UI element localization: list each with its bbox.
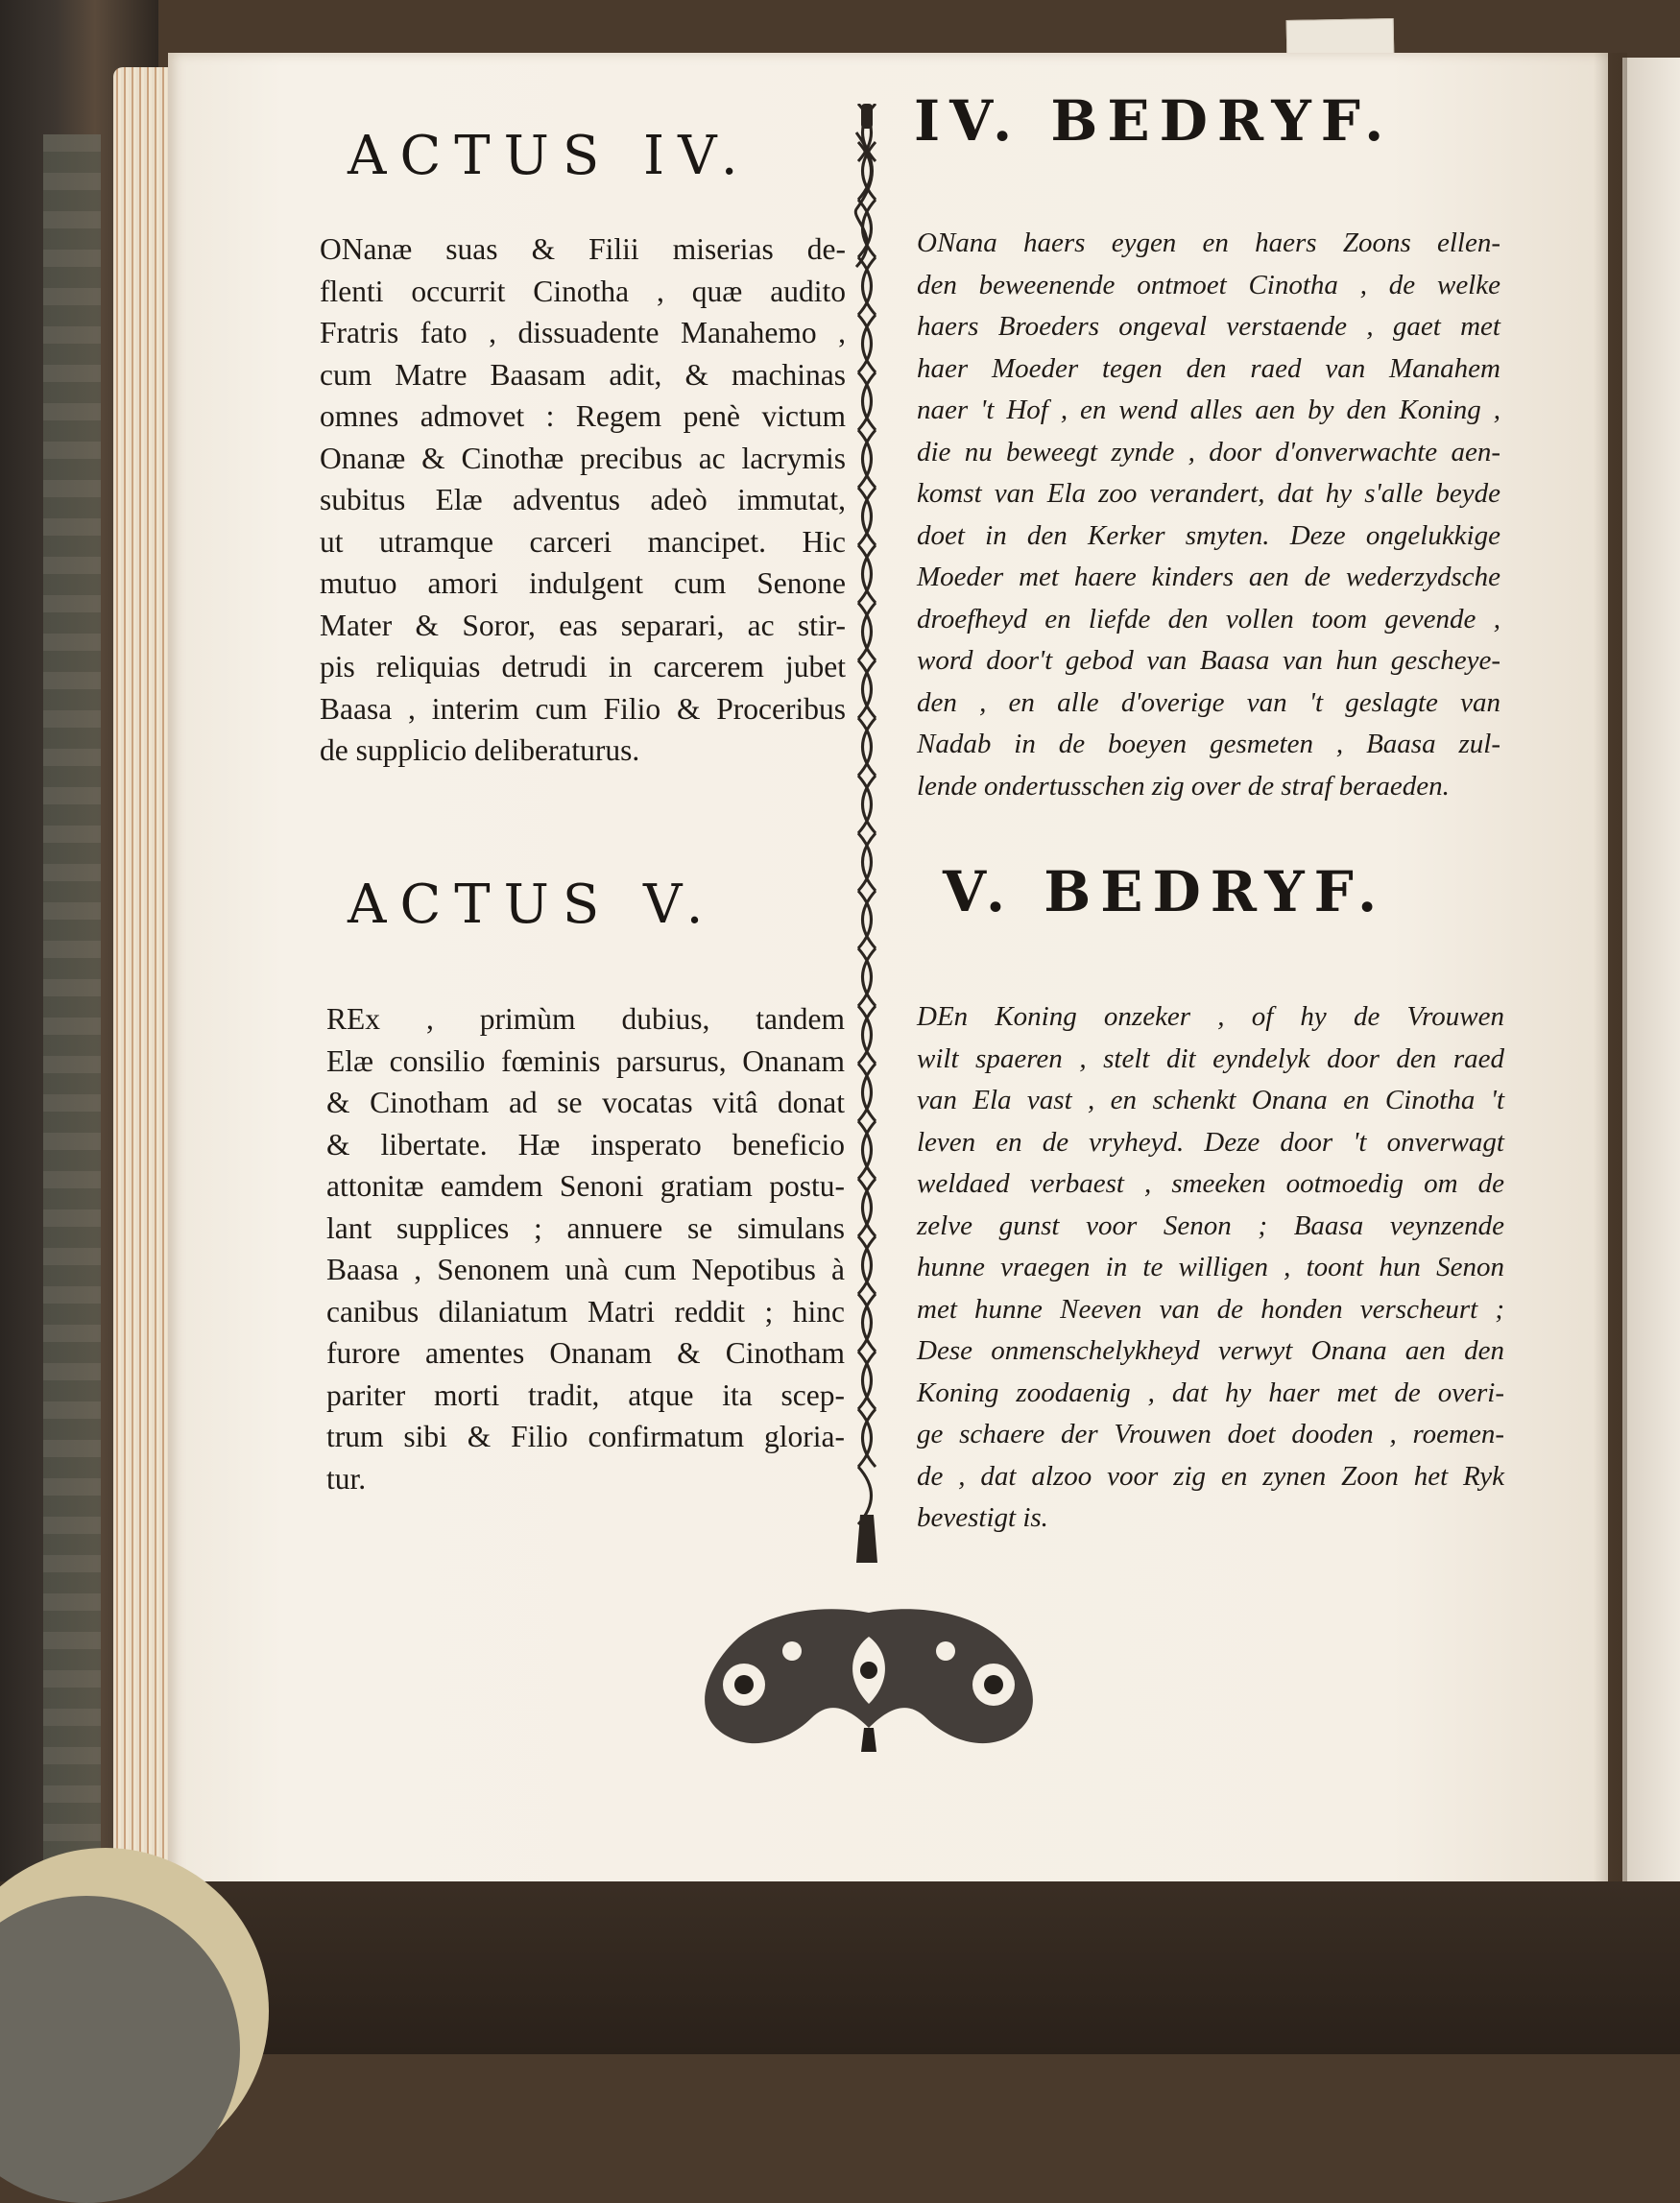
- text-line: Koning zoodaenig , dat hy haer met de overi-: [917, 1377, 1504, 1408]
- text-line: subitus Elæ adventus adeò immutat,: [320, 483, 846, 516]
- text-line: Mater & Soror, eas separari, ac stir-: [320, 608, 846, 642]
- text-line: Nadab in de boeyen gesmeten , Baasa zul-: [917, 729, 1500, 759]
- text-line: naer 't Hof , en wend alles aen by den Koning ,: [917, 395, 1500, 425]
- latin-summary-act-4: [320, 228, 846, 772]
- text-line: ONana haers eygen en haers Zoons ellen-: [917, 227, 1500, 258]
- text-line: Onanæ & Cinothæ precibus ac lacrymis: [320, 441, 846, 475]
- text-line: canibus dilaniatum Matri reddit ; hinc: [326, 1294, 845, 1329]
- text-line: pis reliquias detrudi in carcerem jubet: [320, 650, 846, 683]
- text-line: cum Matre Baasam adit, & machinas: [320, 357, 846, 392]
- text-line: REx , primùm dubius, tandem: [326, 1002, 845, 1036]
- text-line: Baasa , Senonem unà cum Nepotibus à: [326, 1253, 845, 1286]
- text-line: met hunne Neeven van de honden verscheurt ;: [917, 1293, 1504, 1325]
- text-line: ut utramque carceri mancipet. Hic: [320, 524, 846, 559]
- text-line: de , dat alzoo voor zig en zynen Zoon het Ryk: [917, 1460, 1504, 1492]
- heading-actus-iv: ACTUS IV.: [348, 125, 752, 187]
- text-line: furore amentes Onanam & Cinotham: [326, 1336, 845, 1370]
- text-line: & Cinotham ad se vocatas vitâ donat: [326, 1086, 845, 1119]
- text-line: & libertate. Hæ insperato beneficio: [326, 1127, 845, 1161]
- text-line: hunne vraegen in te willigen , toont hun Senon: [917, 1252, 1504, 1282]
- text-line: ge schaere der Vrouwen doet dooden , roemen-: [917, 1419, 1504, 1449]
- text-line: lende ondertusschen zig over de straf beraeden.: [917, 770, 1450, 802]
- text-line: Baasa , interim cum Filio & Proceribus: [320, 691, 846, 726]
- text-line: zelve gunst voor Senon ; Baasa veynzende: [917, 1209, 1504, 1241]
- book-spine: [43, 134, 101, 1958]
- text-line: tur.: [326, 1461, 367, 1496]
- text-line: komst van Ela zoo verandert, dat hy s'alle beyde: [917, 478, 1500, 509]
- text-line: ONanæ suas & Filii miserias de-: [320, 232, 846, 266]
- text-line: de supplicio deliberaturus.: [320, 733, 640, 767]
- text-line: die nu beweegt zynde , door d'onverwachte aen-: [917, 436, 1500, 467]
- text-line: Moeder met haere kinders aen de wederzydsche: [917, 562, 1500, 592]
- ornamental-column-divider: [852, 104, 881, 1568]
- facing-page-edge: [1622, 58, 1680, 1901]
- heading-actus-v: ACTUS V.: [348, 874, 717, 936]
- text-line: pariter morti tradit, atque ita scep-: [326, 1377, 845, 1412]
- dutch-summary-act-4: [917, 223, 1500, 807]
- text-line: Fratris fato , dissuadente Manahemo ,: [320, 316, 846, 349]
- text-line: doet in den Kerker smyten. Deze ongelukkige: [917, 519, 1500, 551]
- text-line: wilt spaeren , stelt dit eyndelyk door den raed: [917, 1042, 1504, 1074]
- text-line: omnes admovet : Regem penè victum: [320, 399, 846, 433]
- dutch-summary-act-5: [917, 996, 1504, 1540]
- text-line: van Ela vast , en schenkt Onana en Cinotha 't: [917, 1085, 1504, 1115]
- latin-summary-act-5: [326, 998, 845, 1499]
- page-edges: [113, 67, 173, 1881]
- heading-bedryf-iv: IV. BEDRYF.: [914, 88, 1394, 154]
- text-line: bevestigt is.: [917, 1502, 1048, 1533]
- text-line: lant supplices ; annuere se simulans: [326, 1210, 845, 1245]
- heading-bedryf-v: V. BEDRYF.: [943, 859, 1387, 924]
- text-line: droefheyd en liefde den vollen toom gevende ,: [917, 603, 1500, 635]
- text-line: den beweenende ontmoet Cinotha , de welke: [917, 269, 1500, 300]
- ornamental-tailpiece: [677, 1593, 1061, 1757]
- text-line: Elæ consilio fœminis parsurus, Onanam: [326, 1043, 845, 1078]
- text-line: mutuo amori indulgent cum Senone: [320, 566, 846, 600]
- text-line: flenti occurrit Cinotha , quæ audito: [320, 274, 846, 308]
- text-line: weldaed verbaest , smeeken ootmoedig om de: [917, 1168, 1504, 1199]
- text-line: attonitæ eamdem Senoni gratiam postu-: [326, 1169, 845, 1203]
- text-line: Dese onmenschelykheyd verwyt Onana aen den: [917, 1335, 1504, 1366]
- text-line: leven en de vryheyd. Deze door 't onverwagt: [917, 1126, 1504, 1158]
- text-line: word door't gebod van Baasa van hun gescheye-: [917, 645, 1500, 676]
- text-line: den , en alle d'overige van 't geslagte van: [917, 686, 1500, 718]
- text-line: haer Moeder tegen den raed van Manahem: [917, 352, 1500, 384]
- text-line: trum sibi & Filio confirmatum gloria-: [326, 1420, 845, 1453]
- text-line: haers Broeders ongeval verstaende , gaet met: [917, 311, 1500, 342]
- text-line: DEn Koning onzeker , of hy de Vrouwen: [917, 1001, 1504, 1032]
- gutter-shadow: [1594, 53, 1627, 1905]
